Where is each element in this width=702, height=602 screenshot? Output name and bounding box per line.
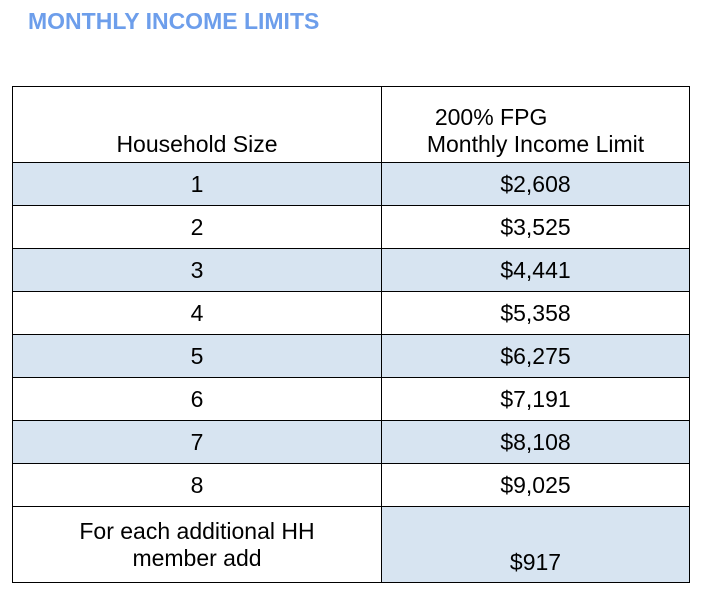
household-size-cell: 1 — [13, 163, 382, 206]
income-limit-cell: $8,108 — [382, 421, 690, 464]
household-size-cell: 2 — [13, 206, 382, 249]
table-header-row — [13, 87, 690, 163]
table-row — [13, 249, 690, 292]
household-size-cell: 6 — [13, 378, 382, 421]
table-row — [13, 292, 690, 335]
household-size-cell: 7 — [13, 421, 382, 464]
additional-member-value: $917 — [382, 507, 690, 583]
household-size-cell: 3 — [13, 249, 382, 292]
additional-member-label — [13, 507, 382, 583]
table-row — [13, 163, 690, 206]
header-household-size: Household Size — [13, 87, 382, 163]
table-row — [13, 206, 690, 249]
income-limit-cell: $9,025 — [382, 464, 690, 507]
page-title: MONTHLY INCOME LIMITS — [28, 8, 320, 34]
household-size-cell: 4 — [13, 292, 382, 335]
header-income-limit — [382, 87, 690, 163]
income-limit-cell: $3,525 — [382, 206, 690, 249]
income-limit-cell: $5,358 — [382, 292, 690, 335]
income-limit-cell: $6,275 — [382, 335, 690, 378]
table-row — [13, 421, 690, 464]
header-monthly-limit-label: Monthly Income Limit — [426, 131, 645, 157]
header-fpg-label: 200% FPG — [434, 104, 548, 130]
household-size-cell: 5 — [13, 335, 382, 378]
income-limit-cell: $2,608 — [382, 163, 690, 206]
table-row — [13, 378, 690, 421]
income-limits-table — [12, 86, 690, 583]
additional-member-label-line1: For each additional HH — [79, 517, 315, 544]
additional-member-row — [13, 507, 690, 583]
income-limit-cell: $4,441 — [382, 249, 690, 292]
table-row — [13, 335, 690, 378]
additional-member-label-line2: member add — [132, 544, 262, 571]
income-limit-cell: $7,191 — [382, 378, 690, 421]
table-row — [13, 464, 690, 507]
household-size-cell: 8 — [13, 464, 382, 507]
